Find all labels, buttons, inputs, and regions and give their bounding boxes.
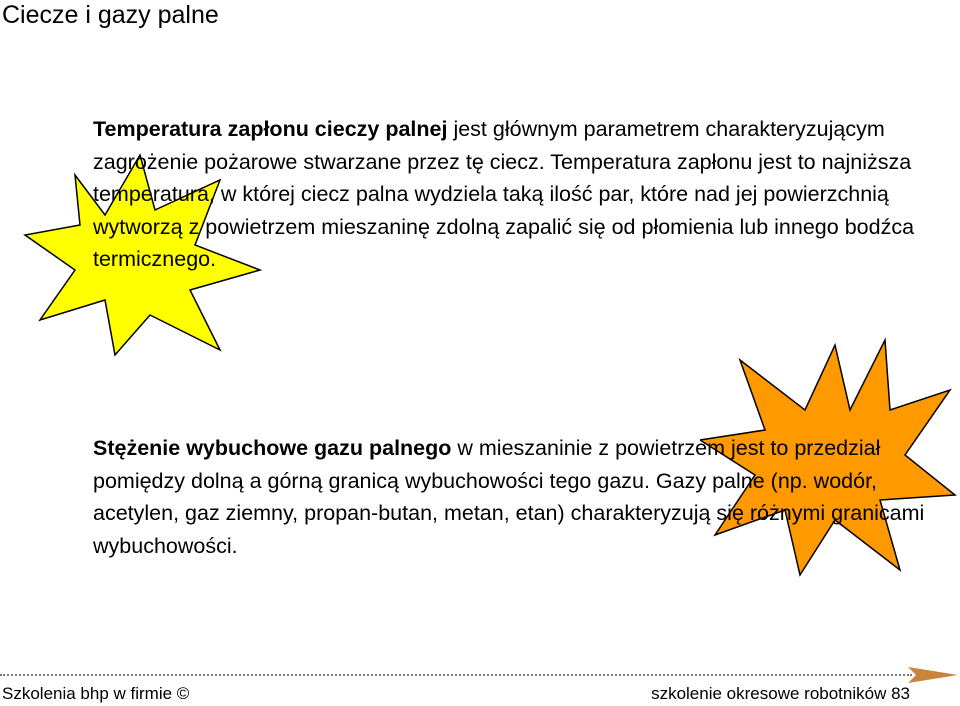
- flash-point-definition: jest głównym parametrem charakteryzującym zagrożenie pożarowe stwarzane przez tę ciecz. Temperatura zapłonu jest to najniższa temperatura, w której ciecz palna wydziela taką ilość par, które nad jej powierzchnią wytworzą z powietrzem mieszaninę zdolną zapalić się od płomienia lub innego bodźca termicznego.: [93, 117, 915, 271]
- explosive-concentration-term: Stężenie wybuchowe gazu palnego: [93, 436, 452, 460]
- footer-right-text: szkolenie okresowe robotników 83: [651, 684, 910, 703]
- footer-divider: [0, 674, 912, 676]
- flash-point-paragraph: [93, 113, 933, 276]
- footer-left-text: Szkolenia bhp w firmie ©: [2, 684, 190, 703]
- slide-title: Ciecze i gazy palne: [2, 1, 219, 29]
- arrow-right-icon: [908, 667, 958, 683]
- explosive-concentration-paragraph: [93, 432, 933, 562]
- flash-point-term: Temperatura zapłonu cieczy palnej: [93, 117, 448, 141]
- explosive-concentration-definition: w mieszaninie z powietrzem jest to przedział pomiędzy dolną a górną granicą wybuchowości tego gazu. Gazy palne (np. wodór, acetylen, gaz ziemny, propan-butan, metan, etan) charakteryzują się różnymi granicami wybuchowości.: [93, 436, 925, 558]
